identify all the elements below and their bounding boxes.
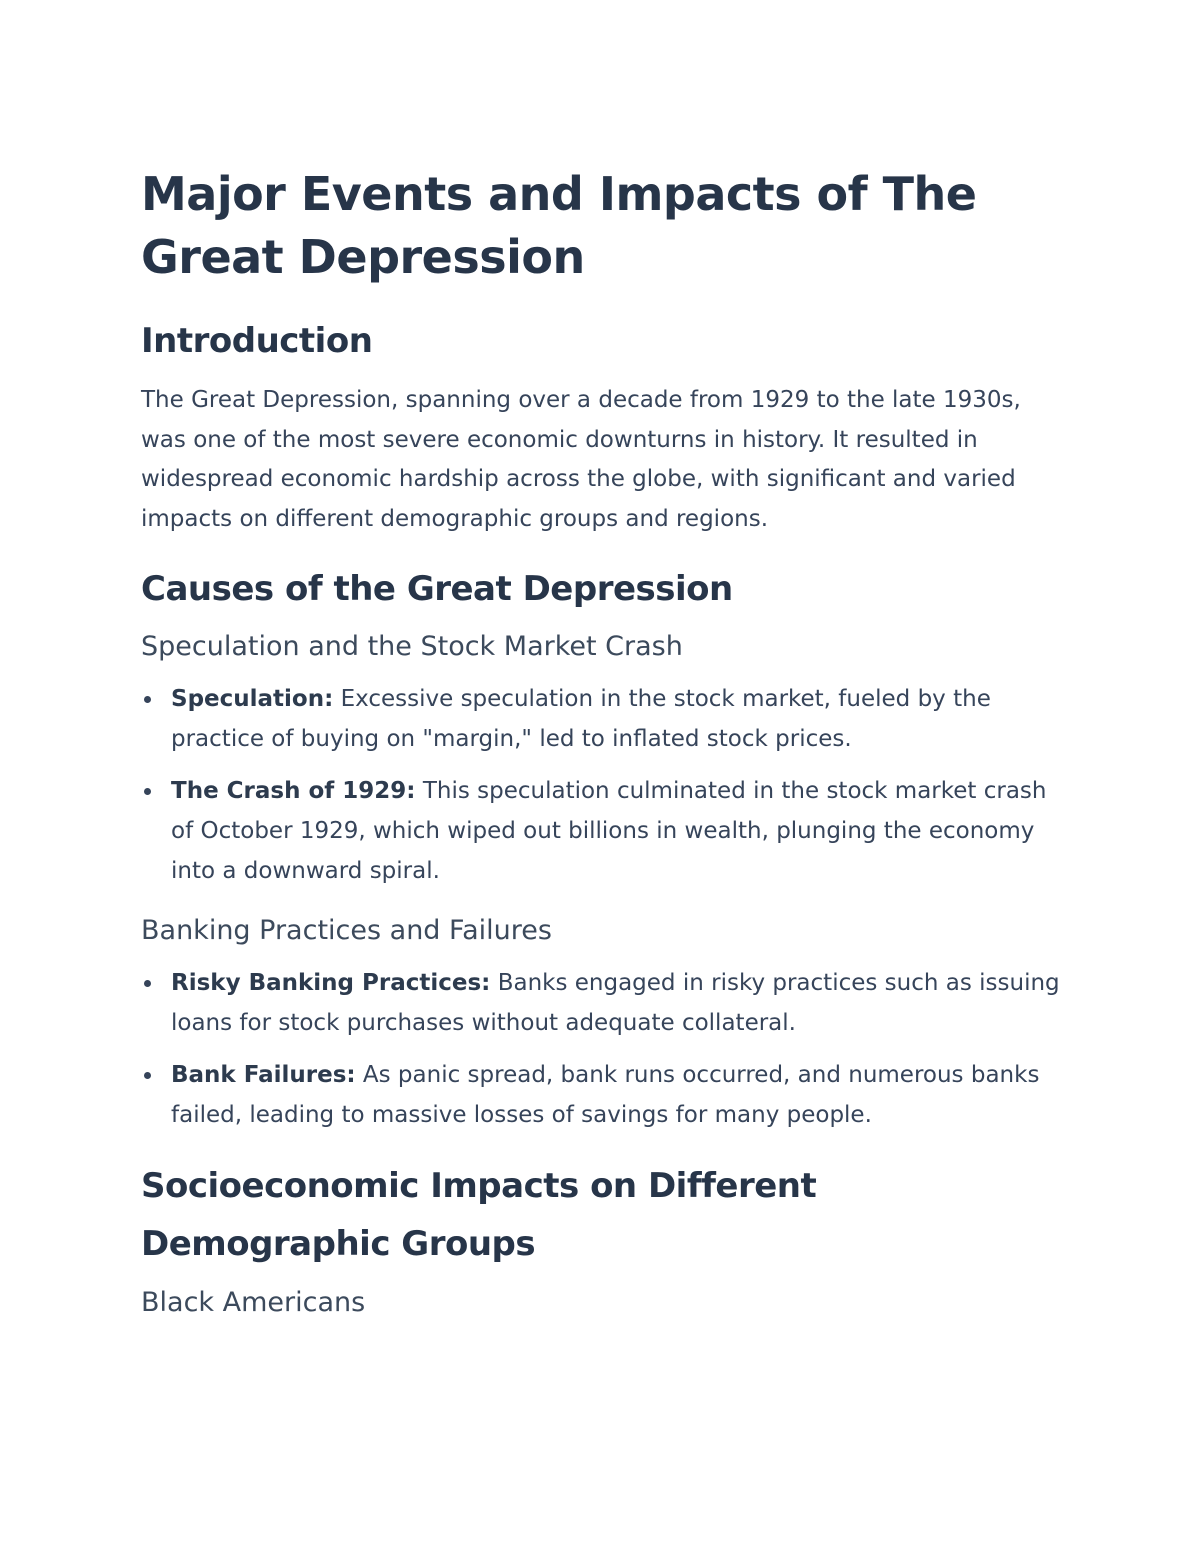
speculation-list: [141, 679, 1071, 891]
section-heading-causes: Causes of the Great Depression: [141, 569, 733, 609]
list-item-term: Speculation:: [171, 686, 334, 712]
introduction-paragraph: The Great Depression, spanning over a decade from 1929 to the late 1930s, was one of the most severe economic downturns in history. It resulted in widespread economic hardship across the globe, with significant and varied impacts on different demographic groups and regions.: [141, 387, 1021, 532]
list-item: [141, 1055, 1071, 1135]
list-item-text: As panic spread, bank runs occurred, and numerous banks failed, leading to massive losses of savings for many people.: [171, 1062, 1040, 1128]
list-item-text: Excessive speculation in the stock market, fueled by the practice of buying on "margin," led to inflated stock prices.: [171, 686, 991, 752]
list-item: [141, 679, 1071, 759]
banking-list: [141, 963, 1071, 1135]
subsection-heading-banking: Banking Practices and Failures: [141, 915, 552, 946]
list-item-text: This speculation culminated in the stock market crash of October 1929, which wiped out billions in wealth, plunging the economy into a downward spiral.: [171, 778, 1047, 884]
section-heading-impacts: Socioeconomic Impacts on Different Demographic Groups: [141, 1166, 817, 1264]
section-heading-introduction: Introduction: [141, 321, 373, 361]
subsection-heading-black-americans: Black Americans: [141, 1287, 366, 1318]
list-item-text: Banks engaged in risky practices such as issuing loans for stock purchases without adequate collateral.: [171, 970, 1060, 1036]
subsection-heading-speculation: Speculation and the Stock Market Crash: [141, 631, 683, 662]
list-item: [141, 963, 1071, 1043]
list-item-term: Risky Banking Practices:: [171, 970, 491, 996]
list-item-term: Bank Failures:: [171, 1062, 356, 1088]
document-title: Major Events and Impacts of The Great Depression: [141, 167, 977, 284]
document-page: [141, 163, 1071, 1335]
list-item-term: The Crash of 1929:: [171, 778, 416, 804]
list-item: [141, 771, 1071, 891]
